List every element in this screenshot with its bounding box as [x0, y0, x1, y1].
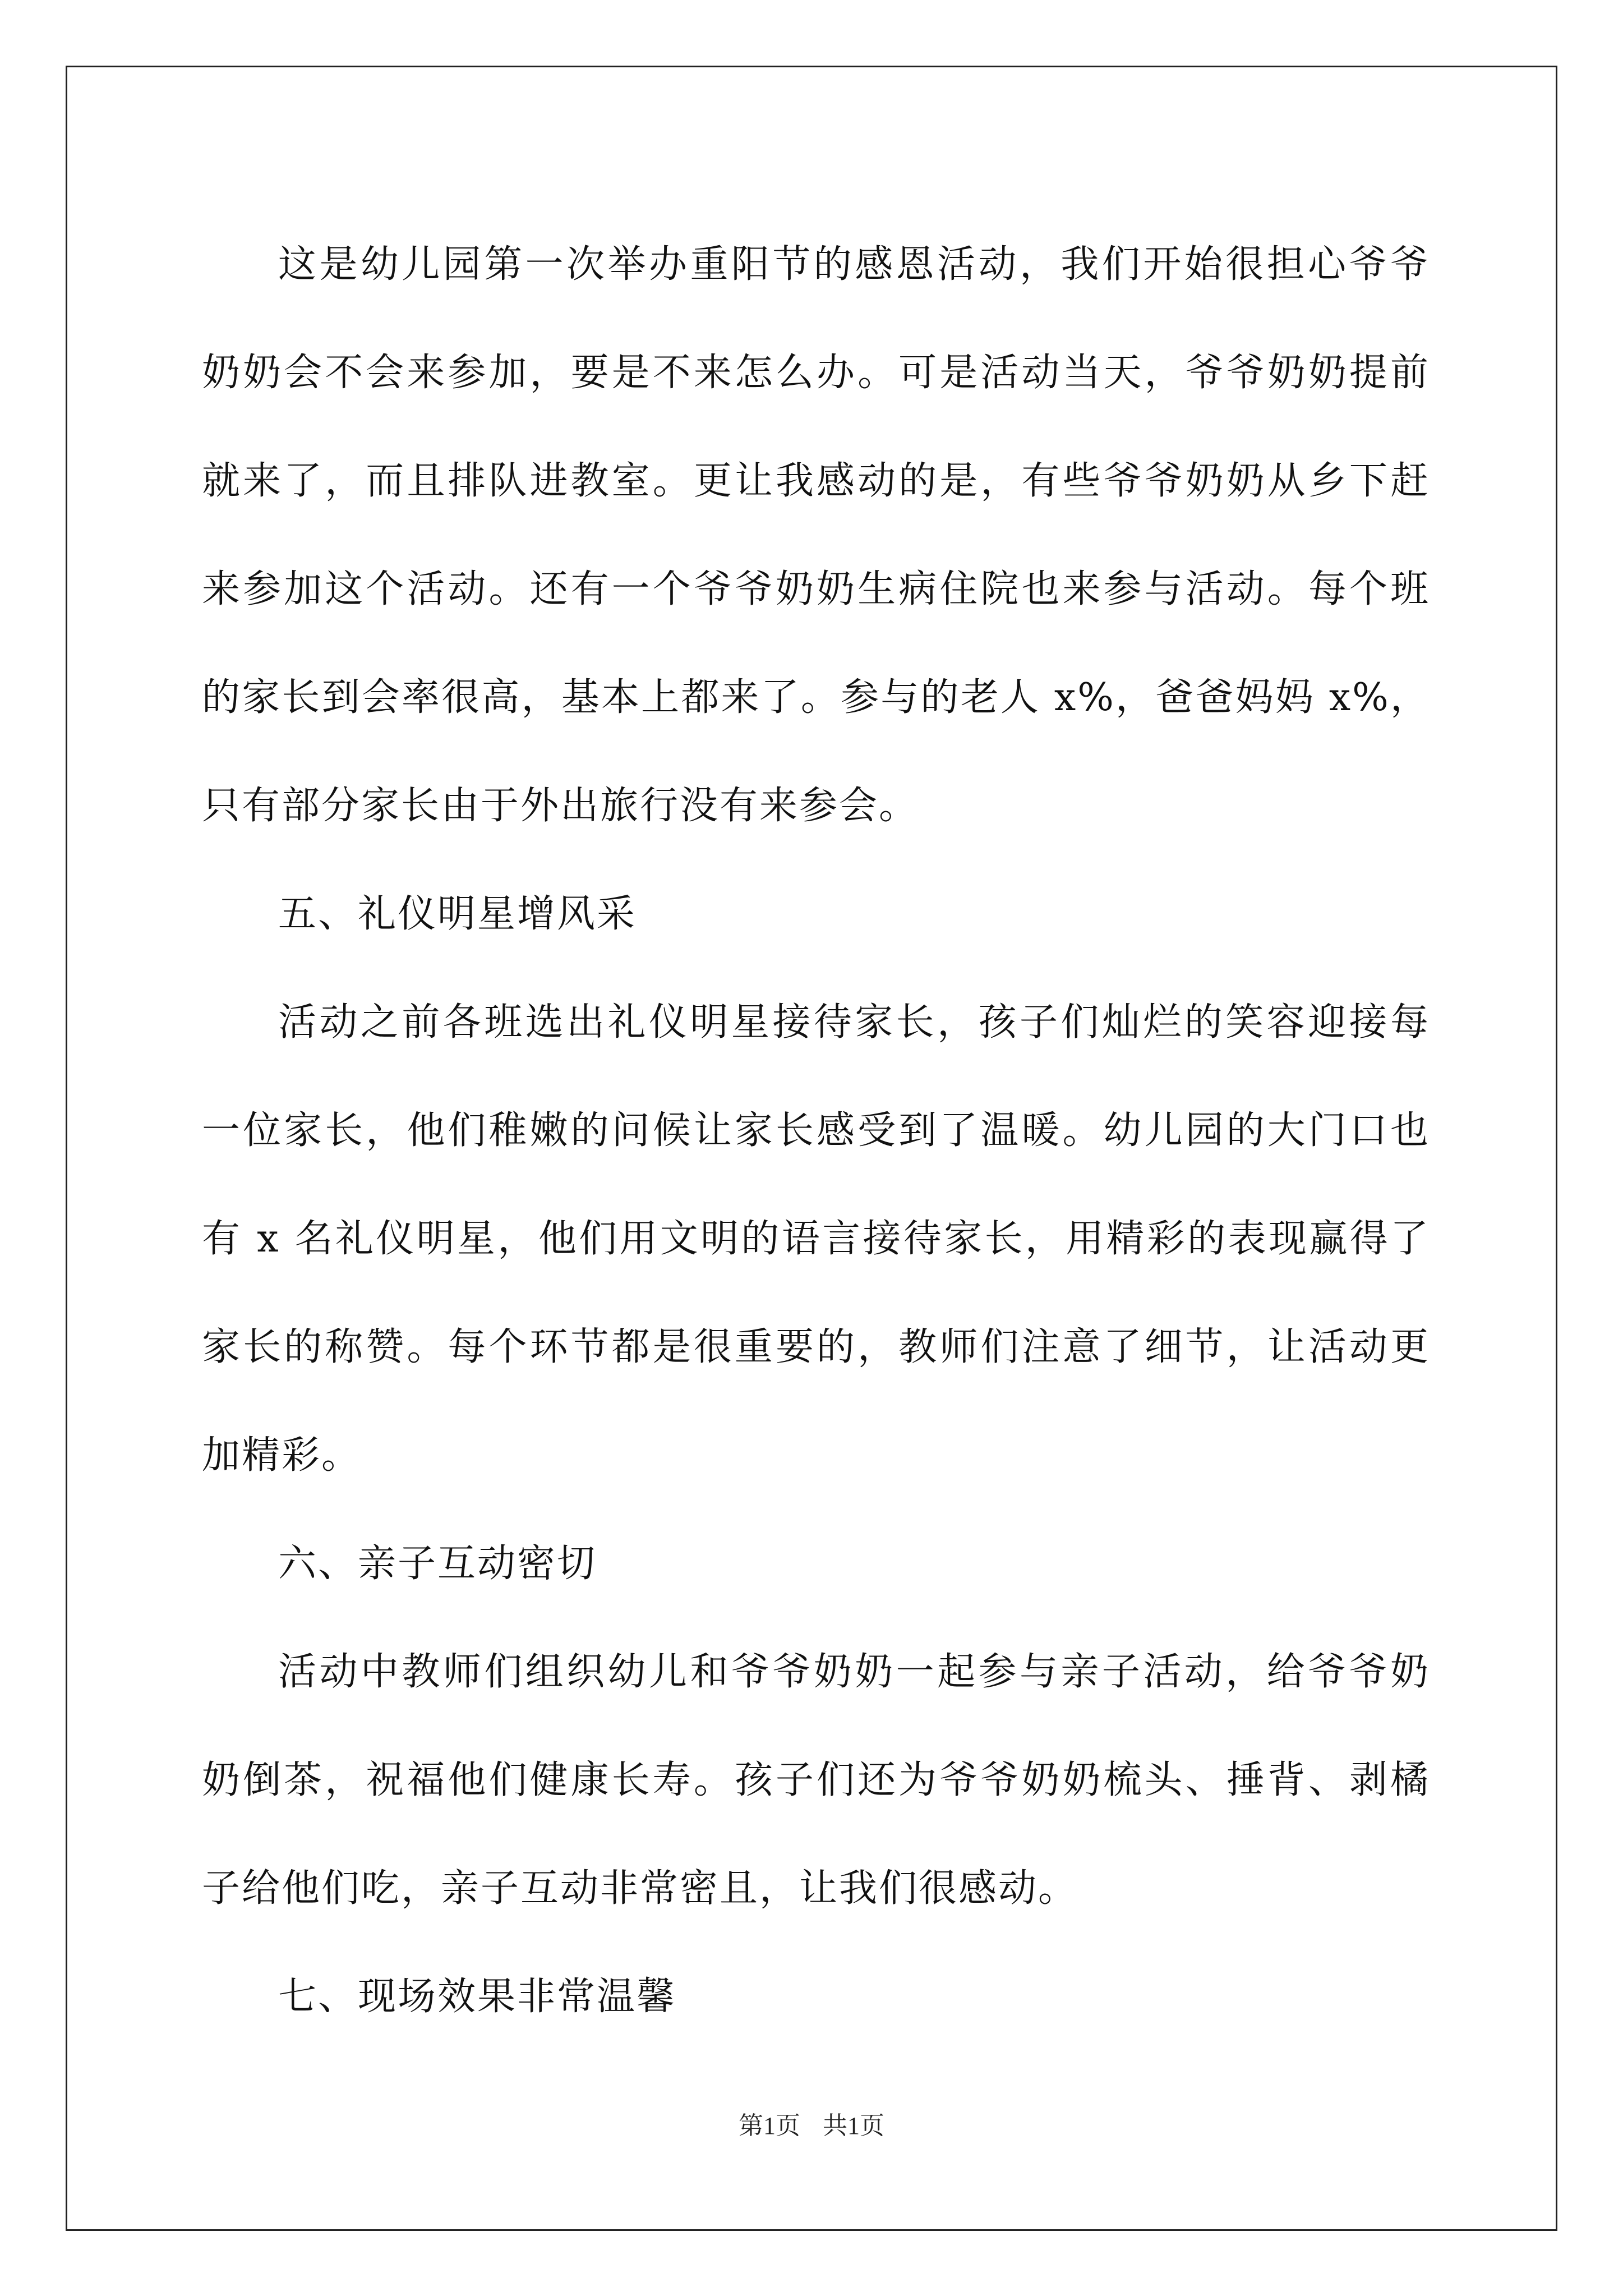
document-body	[202, 210, 1430, 2051]
section-heading-atmosphere: 七、现场效果非常温馨	[278, 1975, 677, 2019]
page-number-total: 共1页	[823, 2112, 884, 2139]
paragraph-attendance: 这是幼儿园第一次举办重阳节的感恩活动，我们开始很担心爷爷奶奶会不会来参加，要是不来怎么办。可是活动当天，爷爷奶奶提前就来了，而且排队进教室。更让我感动的是，有些爷爷奶奶从乡下赶来参加这个活动。还有一个爷爷奶奶生病住院也来参与活动。每个班的家长到会率很高，基本上都来了。参与的老人 x%，爸爸妈妈 x%，只有部分家长由于外出旅行没有来参会。	[202, 242, 1430, 828]
page-footer	[0, 2109, 1623, 2143]
section-heading-parent-child: 六、亲子互动密切	[278, 1542, 597, 1586]
section-heading-etiquette-stars: 五、礼仪明星增风采	[278, 892, 637, 936]
paragraph-etiquette-stars: 活动之前各班选出礼仪明星接待家长，孩子们灿烂的笑容迎接每一位家长，他们稚嫩的问候让家长感受到了温暖。幼儿园的大门口也有 x 名礼仪明星，他们用文明的语言接待家长，用精彩的表现赢得了家长的称赞。每个环节都是很重要的，教师们注意了细节，让活动更加精彩。	[202, 1000, 1430, 1478]
page-number-current: 第1页	[739, 2112, 800, 2139]
paragraph-parent-child: 活动中教师们组织幼儿和爷爷奶奶一起参与亲子活动，给爷爷奶奶倒茶，祝福他们健康长寿。孩子们还为爷爷奶奶梳头、捶背、剥橘子给他们吃，亲子互动非常密且，让我们很感动。	[202, 1650, 1430, 1911]
